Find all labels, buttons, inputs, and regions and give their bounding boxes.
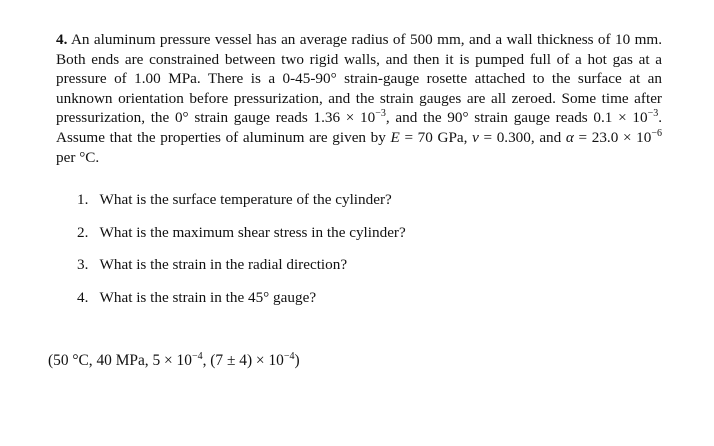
answer-text: , (7 ± 4) × 10 bbox=[202, 352, 284, 369]
problem-number: 4. bbox=[56, 31, 68, 48]
problem-text: . Assume that the properties of aluminum are given by bbox=[56, 109, 663, 146]
problem-text: , and the 90° strain gauge reads 0.1 × 10 bbox=[385, 109, 648, 127]
question-number: 4. bbox=[77, 288, 89, 306]
problem-text: = 70 GPa, bbox=[399, 128, 473, 146]
question-item bbox=[77, 223, 406, 256]
question-number: 3. bbox=[77, 256, 89, 273]
problem-text: = 23.0 × 10 bbox=[573, 128, 652, 146]
problem-text: An aluminum pressure vessel has an average radius of 500 mm, and a wall thickness of 10 mm. Both ends are constrained between two rigid walls, and then it is pumped full of a hot gas at a pressure of 1.00 MPa. There is a 0-45-90° strain-gauge rosette attached to the surface at an unknown orientation before pressurization, and the strain gauges are all zeroed. Some time after pressurization, the 0° strain gauge reads 1.36 × 10 bbox=[56, 31, 662, 127]
question-text: What is the strain in the 45° gauge? bbox=[99, 288, 317, 306]
question-text: What is the strain in the radial direction? bbox=[99, 256, 348, 273]
problem-statement bbox=[56, 30, 662, 167]
exponent: −3 bbox=[375, 108, 386, 120]
exponent: −4 bbox=[191, 351, 203, 362]
question-number: 1. bbox=[77, 191, 89, 208]
exponent: −3 bbox=[647, 108, 659, 120]
question-list bbox=[77, 190, 406, 320]
symbol-youngs-modulus: E bbox=[390, 128, 400, 146]
question-text: What is the maximum shear stress in the cylinder? bbox=[99, 223, 406, 241]
answer-text: (50 °C, 40 MPa, 5 × 10 bbox=[48, 352, 192, 369]
question-text: What is the surface temperature of the cylinder? bbox=[99, 191, 392, 208]
question-item bbox=[77, 288, 406, 321]
problem-text: = 0.300, and bbox=[478, 128, 566, 146]
symbol-thermal-expansion: α bbox=[565, 128, 574, 146]
problem-text: per °C. bbox=[56, 148, 100, 166]
exponent: −4 bbox=[283, 351, 295, 362]
answer-text: ) bbox=[294, 352, 300, 369]
question-number: 2. bbox=[77, 223, 89, 241]
symbol-poisson-ratio: ν bbox=[472, 128, 479, 146]
answer-line bbox=[48, 351, 300, 371]
question-item bbox=[77, 190, 406, 223]
question-item bbox=[77, 255, 406, 288]
exponent: −6 bbox=[651, 127, 662, 139]
